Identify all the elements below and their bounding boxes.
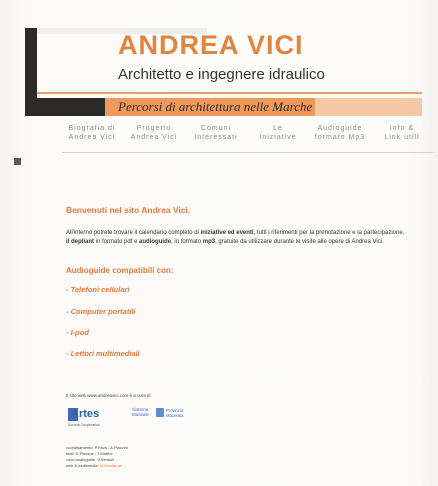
- nav-label-line2: Iniziative: [259, 134, 297, 141]
- nav-label-line1: Audioguide: [317, 125, 363, 132]
- credit-line: testi: G.Fiscone - T.Martini: [66, 451, 113, 456]
- credit-line: voce audioguide: V.Sensoli: [66, 457, 114, 462]
- nav-item-iniziative[interactable]: [248, 124, 308, 142]
- audio-item-cellulari[interactable]: - Telefoni cellulari: [66, 285, 130, 294]
- main-nav: [62, 124, 432, 142]
- credit-line: coordinamento: P.Fava - A.Piazzini: [66, 445, 128, 450]
- intro-paragraph: [66, 229, 408, 246]
- intro-bold: il depliant: [66, 238, 95, 245]
- artes-logo-sub: Società Cooperativa: [68, 423, 100, 427]
- intro-text: in formato pdf e: [94, 238, 140, 245]
- provincia-line: Provincia: [166, 408, 184, 413]
- intro-text: , gratuite da utilizzare durante le visite alle opere di Andrea Vici.: [215, 238, 384, 245]
- intro-text: All'interno potrete trovare il calendario completo di: [66, 230, 201, 236]
- nav-label-line1: Biografia di: [68, 125, 116, 132]
- intro-text: , tutti i riferimenti per la prenotazione e la partecipazione,: [253, 230, 405, 236]
- intro-text: , in formato: [171, 238, 203, 245]
- sistema-museale-logo[interactable]: [132, 407, 197, 423]
- nav-label-line1: Progetto: [136, 125, 172, 132]
- sistema-line: Museale: [132, 412, 150, 417]
- audio-item-computer[interactable]: - Computer portatili: [66, 307, 136, 316]
- nav-item-audioguide[interactable]: [310, 124, 370, 142]
- credit-line: [66, 463, 128, 469]
- header-divider: [37, 92, 422, 94]
- nav-item-biografia[interactable]: [62, 124, 122, 142]
- provincia-line: Macerata: [166, 413, 184, 418]
- band-light: [315, 98, 422, 116]
- credit-label: web & multimedia:: [66, 463, 100, 468]
- nav-label-line2: Interessati: [194, 134, 238, 141]
- site-title: ANDREA VICI: [118, 30, 304, 60]
- credits: [66, 445, 128, 469]
- audioguide-heading: Audioguide compatibili con:: [66, 266, 174, 275]
- nav-label-line2: formato Mp3: [314, 134, 366, 141]
- nav-label-line1: Info &: [389, 125, 415, 132]
- intro-bold: audioguide: [139, 238, 172, 245]
- nav-label-line1: Le: [273, 125, 283, 132]
- nav-item-progetto[interactable]: [124, 124, 184, 142]
- band-dark: [25, 98, 105, 116]
- nav-item-info[interactable]: [372, 124, 432, 142]
- sistema-line: Sistema: [132, 407, 149, 412]
- intro-bold: iniziative ed eventi: [200, 230, 254, 236]
- nav-label-line2: Andrea Vici: [68, 134, 116, 141]
- welcome-heading: Benvenuti nel sito Andrea Vici.: [66, 205, 191, 215]
- nav-item-comuni[interactable]: [186, 124, 246, 142]
- artes-logo-name: Artes: [71, 408, 100, 420]
- band-tagline: Percorsi di architettura nelle Marche: [118, 99, 313, 114]
- intro-bold: mp3: [202, 238, 216, 245]
- site-subtitle: Architetto e ingegnere idraulico: [118, 66, 325, 83]
- nav-label-line2: Andrea Vici: [130, 134, 178, 141]
- nav-label-line1: Comuni: [200, 125, 232, 132]
- nav-underline: [62, 152, 434, 153]
- square-bullet-icon: [14, 158, 21, 165]
- site-credit: Il sito web www.andreavici.com è a cura di: [66, 393, 151, 398]
- provincia-text: [166, 408, 183, 418]
- sistema-text: [132, 407, 149, 417]
- audio-item-ipod[interactable]: - I-pod: [66, 328, 89, 337]
- credit-link[interactable]: M.Montanari: [99, 463, 123, 468]
- nav-label-line2: Link utili: [384, 134, 420, 141]
- audio-item-lettori[interactable]: - Lettori multimediali: [66, 349, 140, 358]
- provincia-emblem-icon: [156, 408, 164, 417]
- artes-logo[interactable]: [68, 406, 116, 430]
